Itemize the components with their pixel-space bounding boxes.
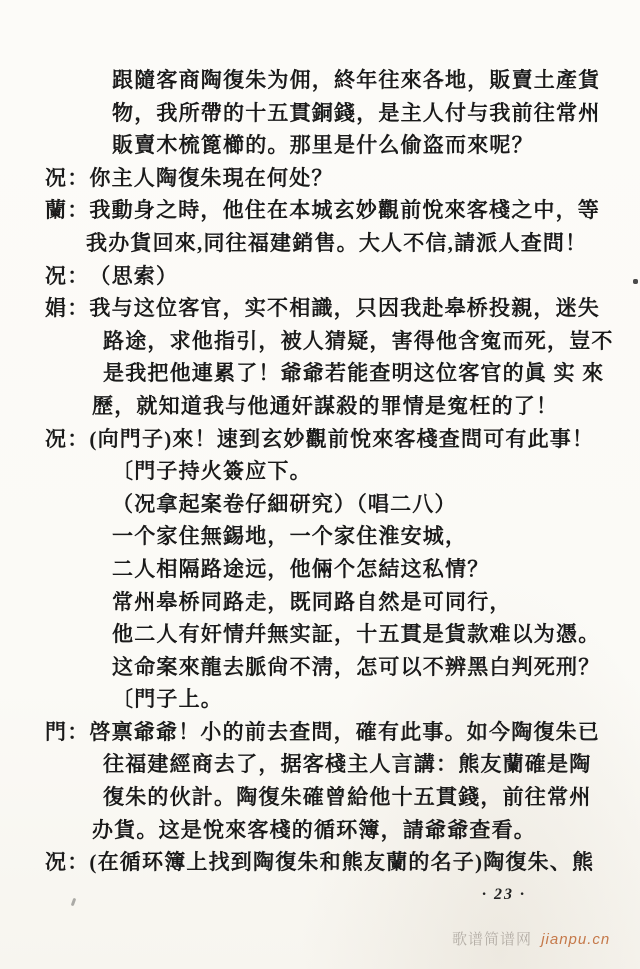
verse-line: [112, 651, 640, 684]
speaker-label: 况：: [45, 165, 90, 190]
stage-direction-line: [112, 455, 640, 488]
speaker-label: 况：: [45, 263, 90, 288]
dialogue-line: [45, 162, 640, 195]
line-text: 跟隨客商陶復朱为佣，終年往來各地，販賣土產貨: [112, 68, 601, 92]
line-text: 歷，就知道我与他通奸謀殺的罪情是寃枉的了！: [92, 393, 559, 418]
line-text: 〔門子持火簽应下。: [112, 459, 312, 484]
line-text: 路途，求他指引，被人猜疑，害得他含寃而死，豈不: [103, 328, 614, 353]
scan-speck: [71, 898, 77, 907]
line-text: 办貨。这是悅來客棧的循环簿，請爺爺查看。: [92, 817, 536, 842]
line-text: 我与这位客官，实不相識，只因我赴皋桥投親，迷失: [89, 296, 601, 321]
watermark: [452, 928, 610, 949]
dialogue-continuation-line: [86, 227, 640, 260]
watermark-site-url: jianpu.cn: [541, 931, 611, 948]
stage-direction-line: [112, 683, 640, 716]
scan-speck: [633, 279, 638, 284]
line-text: 販賣木梳篦櫛的。那里是什么偷盗而來呢？: [112, 133, 534, 158]
dialogue-continuation-line: [103, 325, 640, 358]
dialogue-line: [45, 846, 640, 879]
line-text: （况拿起案卷仔細研究）（唱二八）: [112, 491, 457, 516]
dialogue-line: [45, 716, 640, 749]
line-text: （思索）: [89, 263, 179, 288]
line-text: 这命案來龍去脈尙不淸，怎可以不辨黑白判死刑？: [112, 654, 601, 679]
line-text: 一个家住無錫地，一个家住淮安城，: [112, 524, 468, 549]
line-text: 啓禀爺爺！小的前去查問，確有此事。如今陶復朱已: [89, 719, 601, 744]
stage-direction-line: [112, 488, 640, 521]
dialogue-continuation-line: [112, 97, 640, 130]
line-text: 物，我所帶的十五貫銅錢，是主人付与我前往常州: [112, 100, 601, 125]
dialogue-continuation-line: [92, 390, 640, 423]
line-text: 我办貨回來,同往福建銷售。大人不信,請派人查問！: [86, 230, 588, 255]
dialogue-line: [45, 423, 640, 456]
speaker-label: 况：: [45, 850, 90, 875]
dialogue-line: [45, 194, 640, 227]
line-text: 你主人陶復朱現在何处？: [89, 165, 334, 190]
dialogue-continuation-line: [112, 129, 640, 162]
dialogue-line: [45, 260, 640, 293]
line-text: 他二人有奸情幷無实証，十五貫是貨款难以为憑。: [112, 622, 601, 647]
line-text: (向門子)來！速到玄妙觀前悅來客棧查問可有此事！: [89, 426, 595, 451]
dialogue-line: [45, 292, 640, 325]
dialogue-continuation-line: [103, 357, 640, 390]
line-text: 二人相隔路途远，他倆个怎結这私情？: [112, 556, 490, 581]
speaker-label: 娟：: [45, 296, 90, 321]
dialogue-continuation-line: [103, 781, 640, 814]
line-text: 常州皋桥同路走，既同路自然是可同行，: [112, 589, 512, 614]
speaker-label: 况：: [45, 426, 90, 451]
line-text: 往福建經商去了，据客棧主人言講：熊友蘭確是陶: [103, 752, 592, 777]
dialogue-continuation-line: [103, 748, 640, 781]
line-text: 復朱的伙計。陶復朱確曾給他十五貫錢，前往常州: [103, 785, 592, 810]
line-text: 〔門子上。: [112, 687, 223, 712]
line-text: (在循环簿上找到陶復朱和熊友蘭的名子)陶復朱、熊: [89, 850, 595, 875]
verse-line: [112, 618, 640, 651]
speaker-label: 門：: [45, 719, 90, 744]
dialogue-continuation-line: [92, 814, 640, 847]
speaker-label: 蘭：: [45, 198, 90, 223]
verse-line: [112, 553, 640, 586]
watermark-site-name: 歌谱简谱网: [452, 931, 533, 948]
line-text: 是我把他連累了！爺爺若能查明这位客官的眞 实 來: [103, 361, 605, 386]
line-text: 我動身之時，他住在本城玄妙觀前悅來客棧之中，等: [89, 198, 601, 223]
verse-line: [112, 520, 640, 553]
verse-line: [112, 586, 640, 619]
dialogue-continuation-line: [112, 64, 640, 97]
page-number: · 23 ·: [482, 886, 526, 903]
